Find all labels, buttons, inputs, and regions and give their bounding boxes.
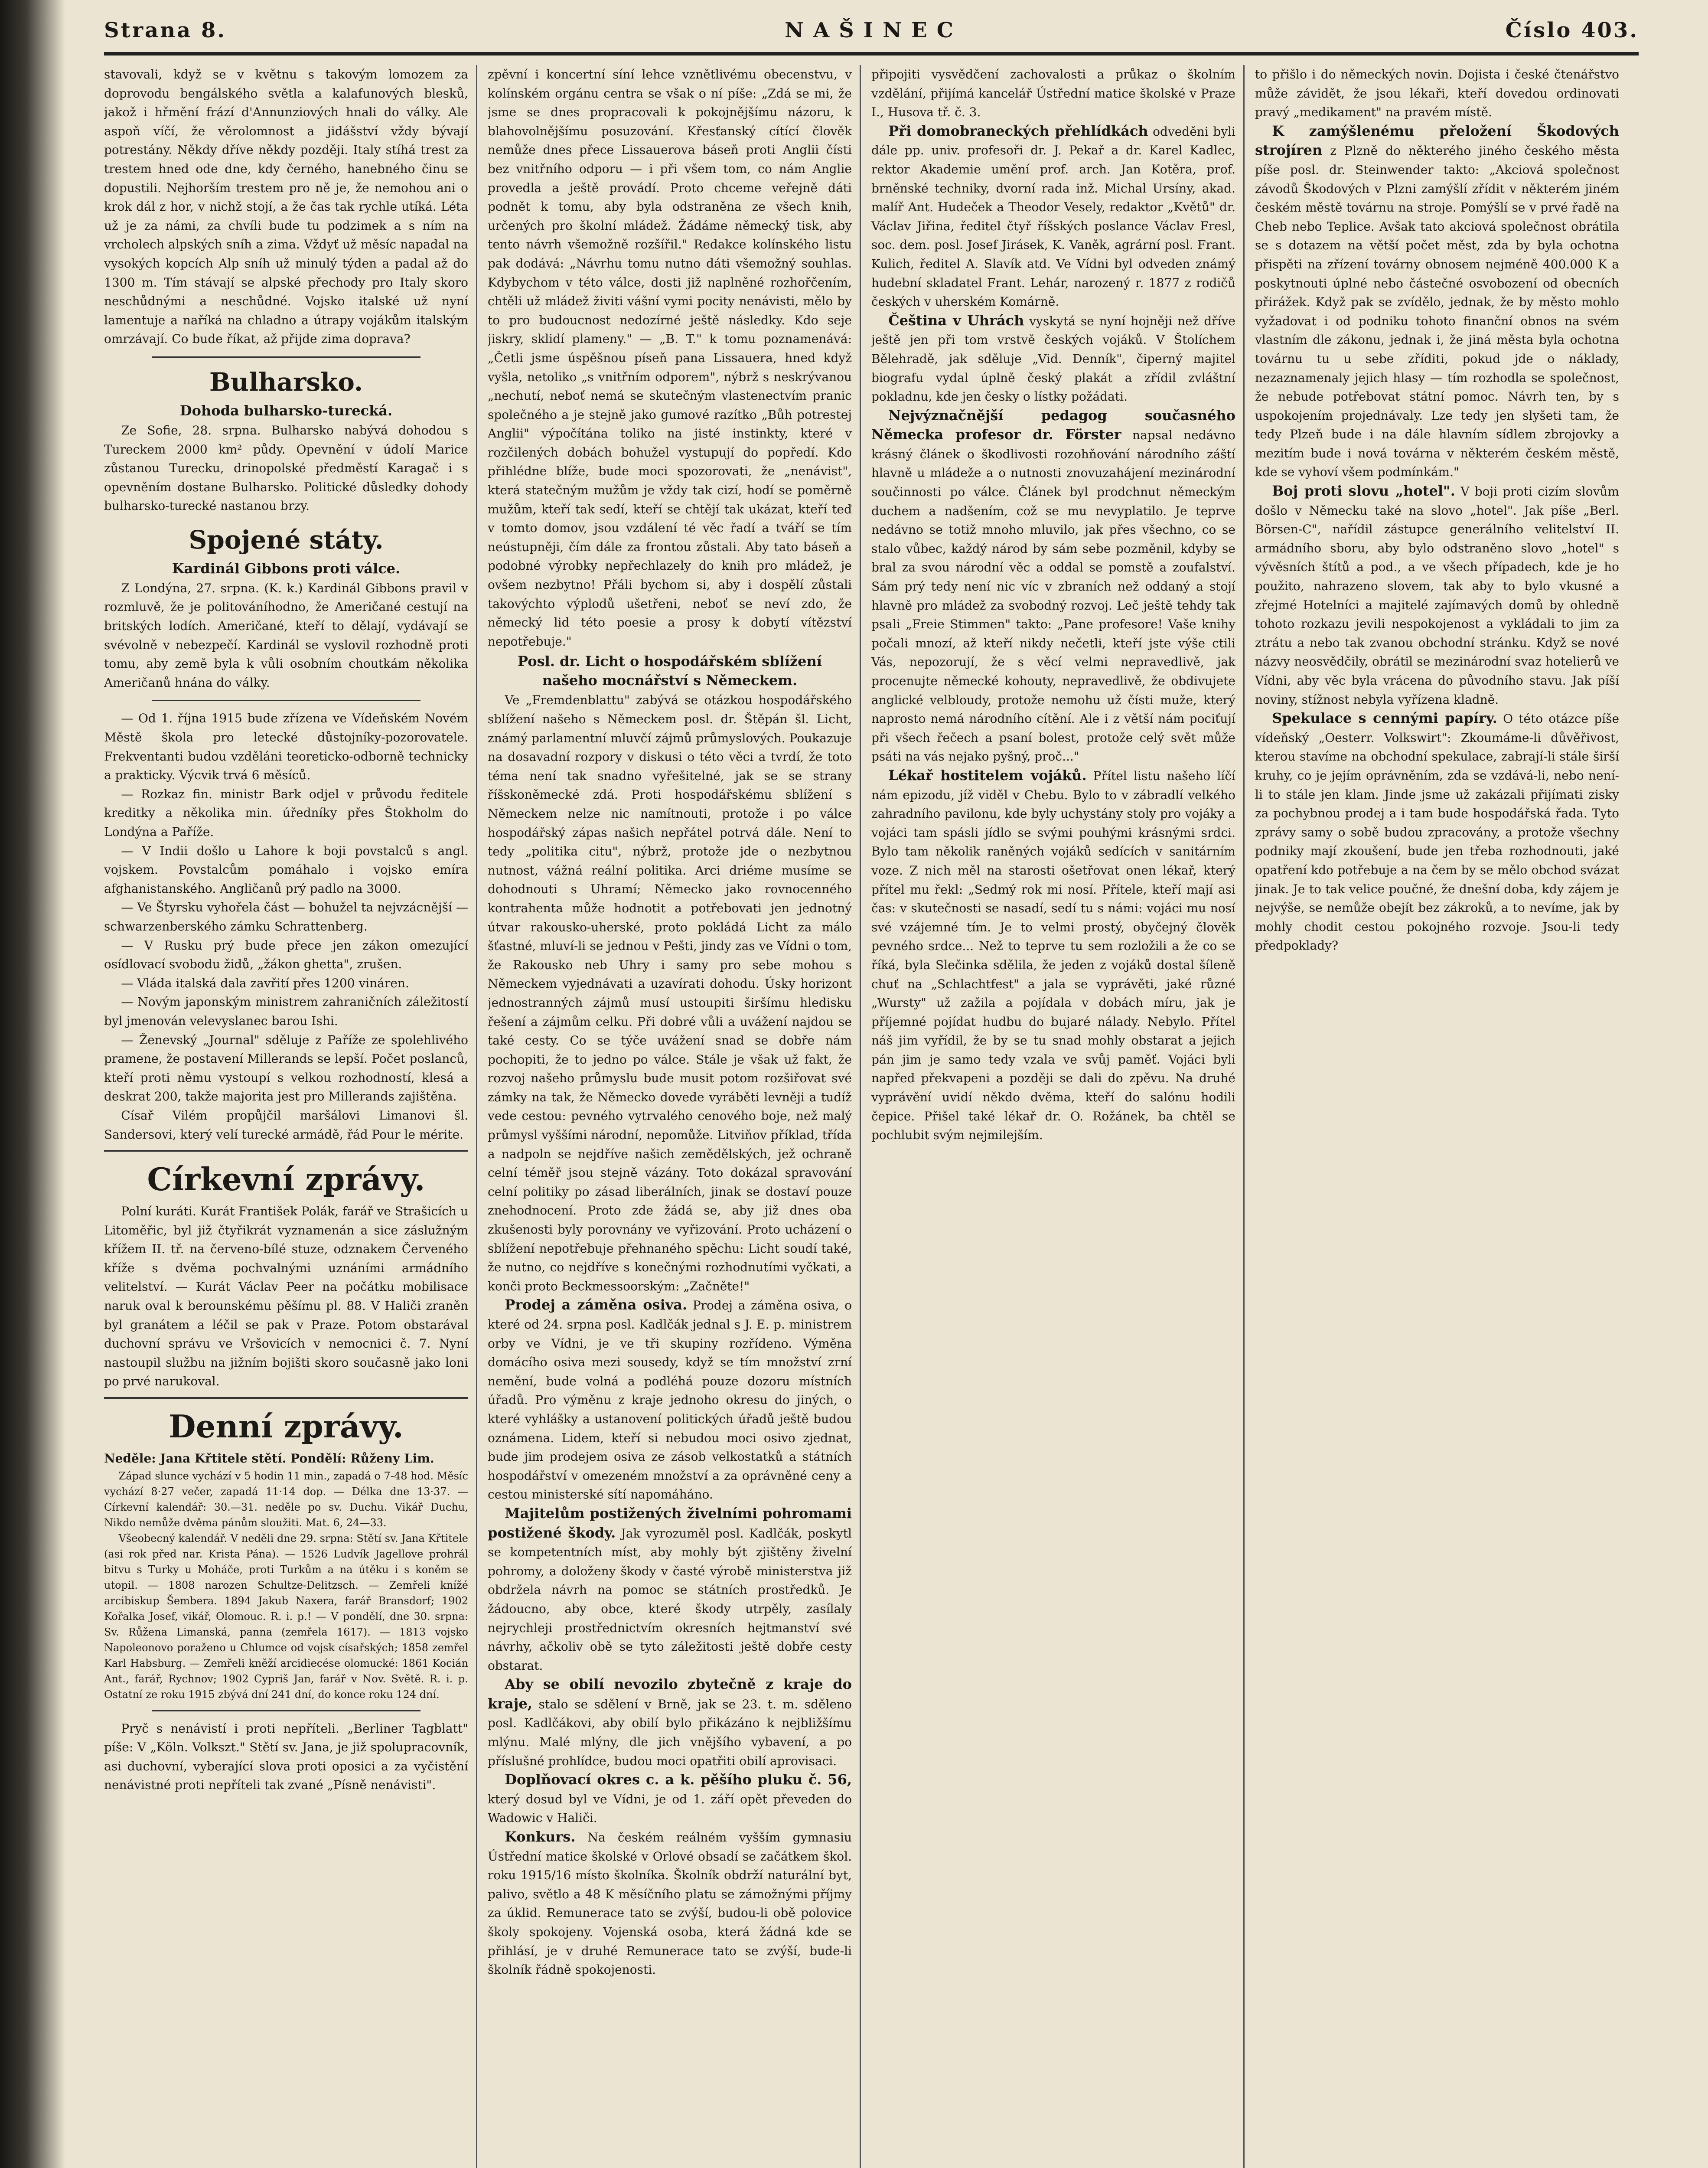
news-item: — Ve Štyrsku vyhořela část — bohužel ta nejvzácnější — schwarzenberského zámku Schrattenberg. <box>104 900 468 934</box>
article-text: vyskytá se nyní hojněji než dříve ještě jen při tom vrstvě českých vojáků. V Štolíchem Bělehradě, jak sděluje „Vid. Denník", čiperný majitel biografu vydal úplně český plakát a zřídil zvláštní pokladnu, kde jen česky o lístky požádati. <box>871 313 1235 404</box>
article-lead: Konkurs. <box>505 1828 576 1845</box>
article-lead: Nejvýznačnější pedagog současného Německa profesor dr. Förster <box>871 407 1235 443</box>
separator <box>152 700 420 701</box>
news-item: — Rozkaz fin. ministr Bark odjel v průvodu ředitele kreditky a několika min. úředníky přes Štokholm do Londýna a Paříže. <box>104 787 468 839</box>
article-lead: Aby se obilí nevozilo zbytečně z kraje do kraje, <box>488 1676 852 1712</box>
article-paragraph: stavovali, když se v květnu s takovým lomozem za doprovodu bengálského světla a kalafunových blesků, jakož i hřmění frází d'Annunziových hnali do války. Ale aspoň víčí, že věrolomnost a jidášství vždy bývají potrestány. Někdy dříve někdy později. Italy stíhá trest za trestem hned ode dne, kdy černého, hanebného činu se dopustili. Nejhorším trestem pro ně je, že nemohou ani o krok dál z hor, v nichž stojí, a že čas tak rychle utíká. Léta už je za námi, za chvíli bude tu podzimek a s ním na vrcholech alpských sníh a zima. Vždyť už měsíc napadal na vysokých kopcích Alp sníh už minulý týden a padal až do 1300 m. Tím stávají se alpské přechody pro Italy skoro neschůdnými a neschůdné. Vojsko italské už nyní lamentuje a naříká na chladno a útrapy vojákům italským omrzávají. Co bude říkat, až přijde zima doprava? <box>104 67 468 346</box>
article-text: Jak vyrozuměl posl. Kadlčák, poskytl se kompetentních míst, aby mohly být zjištěny živelní pohromy, a doloženy škody v časté výrobě ministerstva již obdržela návrh na pomoc se státních prostředků. Je žádoucno, aby obce, které škody utrpěly, zasílaly nejrychleji prostřednictvím okresních hejtmanství své návrhy, ačkoliv obě se tyto záležitosti ještě dobře cesty obstarat. <box>488 1526 852 1673</box>
name-days: Neděle: Jana Křtitele stětí. Pondělí: Růženy Lim. <box>104 1451 434 1466</box>
article-lead: Boj proti slovu „hotel". <box>1272 483 1455 500</box>
column-divider <box>476 65 477 2168</box>
news-item: — Ženevský „Journal" sděluje z Paříže ze spolehlivého pramene, že postavení Millerands se lepší. Počet poslanců, kteří proti němu vystoupí s velkou rozhodností, klesá a deskrat 200, takže majorita jest pro Millerands zajištěna. <box>104 1032 468 1104</box>
article-paragraph: Ze Sofie, 28. srpna. Bulharsko nabývá dohodou s Tureckem 2000 km² půdy. Opevnění v údolí Marice zůstanou Turecku, drinopolské předměstí Karagač i s opevněním dostane Bulharsko. Politické důsledky dohody bulharsko-turecké nastanou brzy. <box>104 423 468 513</box>
article-lead: Čeština v Uhrách <box>888 312 1024 329</box>
article-heading: Posl. dr. Licht o hospodářském sblížení našeho mocnářství s Německem. <box>518 653 822 689</box>
page-number: Strana 8. <box>104 18 227 42</box>
masthead-title: NAŠINEC <box>785 18 963 42</box>
article-paragraph: Polní kuráti. Kurát František Polák, farář ve Strašicích u Litoměřic, byl již čtyřikrát vyznamenán a sice záslužným křížem II. tř. na červeno-bílé stuze, odznakem Červeného kříže s dvěma pochvalnými uznáními armádního velitelství. — Kurát Václav Peer na počátku mobilisace naruk oval k berounskému pěšímu pl. 88. V Haliči zraněn byl granátem a léčil se pak v Praze. Potom obstarával duchovní správu ve Vršovicích v nemocnici č. 7. Nyní nastoupil službu na jižním bojišti skoro současně jako loni po prvé narukoval. <box>104 1204 468 1389</box>
separator <box>104 1397 468 1399</box>
article-paragraph: zpěvní i koncertní síní lehce vznětlivému obecenstvu, v kolínském orgánu centra se však o ní píše: „Zdá se mi, že jsme se dnes propracovali k pokojnějšímu názoru, k blahovolnějšímu posuzování. Křesťanský cítící člověk nemůže dnes přece Lissauerova báseň proti Anglii čísti bez vnitřního odporu — i při všem tom, co nám Anglie provedla a ještě provádí. Proto chceme veřejně dáti podnět k tomu, aby byla odstraněna ze všech knih, určených pro školní mládež. Žádáme německý tisk, aby tento návrh všemožně rozšířil." Redakce kolínského listu pak dodává: „Návrhu tomu nutno dáti všemožný souhlas. Kdybychom v této válce, dosti již naplněné rozhořčením, chtěli už mládež živiti vášní vymi pocity nenávisti, mělo by to pro budoucnost nedozírné ještě následky. Kdo seje jiskry, sklidí plameny." — „B. T." k tomu poznamenává: „Četli jsme úspěšnou píseň pana Lissauera, hned když vyšla, netoliko „s vnitřním odporem", nýbrž s neskrývanou „nechutí, neboť nemá se skutečným vlastenectvím pranic společného a je stejně jako gumové razítko „Bůh potrestej Anglii" výpočítána toliko na jisté instinkty, které v rozčilených dobách bohužel vystupují do popředí. Kdo přihlédne blíže, bude moci spozorovati, že „nenávist", která statečným mužům je vždy tak cizí, hodí se poměrně mužům, kteří tak sedí, kteří se chtějí tak ukázat, kteří teď v tomto domov, jsou vzdálení té věc řadí a tváří se tím neústupněji, čím dále za frontou zůstali. Aby tato báseň a podobné výrobky nepřechlazely do knih pro mládež, je ovšem nezbytno! Přáli bychom si, aby i dospělí zůstali takovýchto výplodů ušetřeni, neboť se neví zdo, že německý lid této poesie a prosy k dobytí vítězství nepotřebuje." <box>488 67 852 649</box>
article-paragraph: to přišlo i do německých novin. Dojista i české čtenářstvo může závidět, že jsou lékaři, kteří dovedou ordinovati pravý „medikament" na pravém místě. <box>1255 67 1619 120</box>
calendar-block <box>104 1468 468 1702</box>
article-paragraph <box>871 406 1235 766</box>
article-paragraph <box>488 1504 852 1675</box>
article-paragraph <box>871 311 1235 406</box>
section-title: Denní zprávy. <box>169 1408 404 1445</box>
article-text: odveděni byli dále pp. univ. profesoři dr. J. Pekař a dr. Karel Kadlec, rektor Akademie umění prof. arch. Jan Kotěra, prof. brněnské techniky, dvorní rada inž. Michal Ursíny, akad. malíř Ant. Hudeček a Theodor Vesely, redaktor „Květů" dr. Václav Jiřina, ředitel čtyř říšských poslance Václav Fresl, soc. dem. posl. Josef Jirásek, K. Vaněk, agrární posl. Frant. Kulich, ředitel A. Slavík atd. Ve Vídni byl odveden známý hudební skladatel Frant. Lehár, narozený r. 1877 z rodičů českých v uherském Komárně. <box>871 124 1235 309</box>
article-text: Přítel listu našeho líčí nám epizodu, jíž viděl v Chebu. Bylo to v zábradlí velkého zahradního pavilonu, kde byly uchystány stoly pro vojáky a vojáci tam spásli jídlo se svými pouhými krásnými srdci. Bylo tam několik raněných vojáků sedících v sanitárním voze. Z nich měl na starosti ošetřovat onen lékař, který přítel mu řekl: „Sedmý rok mi nosí. Přítele, kteří mají asi čas: v skutečnosti se nasadí, sedí tu s námi: vojáci mu nosí své vzájemné tím. Je to velmi prostý, obyčejný člověk pevného srdce... Než to teprve tu sem rozložili a že co se říká, byla Slečinka sdělila, že jeden z vojáků dostal šíleně chuť na „Schlachtfest" a jala se vyprávěti, jaké různé „Wursty" už zažila a pojídala v dobách míru, jak je příjemné pojídat hudbu do bujaré nálady. Nebylo. Přítel náš jim vyřídil, že by se tu snad mohly obstarat a jejich pán jim je samo tedy vzala ve svůj paměť. Vojáci byli napřed překvapeni a později se dali do zpěvu. Na druhé vyprávění uvidí někdo dvěma, kteří do salónu hodili čepice. Přišel také lékař dr. O. Rožánek, ba chtěl se pochlubit svým nejmilejším. <box>871 768 1235 1143</box>
news-item: Císař Vilém propůjčil maršálovi Limanovi šl. Sandersovi, který velí turecké armádě, řád Pour le mérite. <box>104 1108 468 1142</box>
article-text: Na českém reálném vyšším gymnasiu Ústřední matice školské v Orlové obsadí se začátkem škol. roku 1915/16 místo školníka. Školník obdrží naturální byt, palivo, světlo a 48 K měsíčního platu se zámožnými příjmy za úklid. Remunerace tato se zvýší, budou-li obě polovice školy spokojeny. Vojenská osoba, která žádná kde se přihlásí, je v druhé Remunerace tato se zvýší, bude-li školník řádně spokojenosti. <box>488 1830 852 1977</box>
article-text: napsal nedávno krásný článek o škodlivosti rozohňování národního záští hlavně u mládeže a o nutnosti znovuzahájení mezinárodní součinnosti po válce. Článek byl prodchnut německým duchem a nadšením, což se mu nevyplatilo. Je teprve nedávno se totiž mnoho mluvilo, jak přes všechno, co se stalo vůbec, každý národ by sám sebe pozměnil, kdyby se bral za svou národní věc a oddal se pomstě a zoufalství. Sám prý tedy není nic víc v zbraních než oddaný a stojí hlavně pro mládež za svobodný rozvoj. Leč ještě tehdy tak psali „Freie Stimmen" takto: „Pane profesore! Vaše knihy počali mnozí, až kteří nikdy nečetli, kteří jste výše ctili Vás, nepozorují, že s věcí velmi nepravedlivě, jak procenujte německé kohouty, nepravedlivě, že obdivujete anglické velbloudy, protože nemohu už čísti muže, který naprosto nemá národního cítění. Ale i z větší nám pociťují při všech řečech a psaní bolest, protože celý svět může psáti na vás nejako pyšný, proč..." <box>871 428 1235 764</box>
column-1 <box>104 65 468 2168</box>
article-text: V boji proti cizím slovům došlo v Německu také na slovo „hotel". Jak píše „Berl. Börsen-C", nařídil zástupce generálního velitelství II. armádního sboru, aby bylo odstraněno slovo „hotel" s vývěsních štítů a pod., a ve všech případech, kde je ho použito, nahrazeno slovem, tak aby to bylo vkusné a zřejmé Hotelníci a majitelé zajímavých domů by ohledně tohoto rozkazu jevili nespokojenost a vykládali to jim za ztrátu a nebo tak zvanou obchodní stránku. Když se nové názvy neosvědčily, obrátil se mezinárodní svaz hotelierů ve Vídni, aby věc byla vrácena do původního stavu. Jak píší noviny, stížnost nebyla vyřízena kladně. <box>1255 484 1619 707</box>
article-lead: K zamýšlenému přeložení Škodových strojíren <box>1255 122 1619 159</box>
column-divider <box>860 65 861 2168</box>
article-paragraph: Z Londýna, 27. srpna. (K. k.) Kardinál Gibbons pravil v rozmluvě, že je politováníhodno, že Američané cestují na britských lodích. Američané, kteří to dělají, vydávají se svévolně v nebezpečí. Kardinál se vyslovil rozhodně proti tomu, aby země byla k vůli osobním choutkám několika Američanů hnána do války. <box>104 581 468 690</box>
article-text: z Plzně do některého jiného českého města píše posl. dr. Steinwender takto: „Akciová společnost závodů Škodových v Plzni zamýšlí zřídit v některém jiném českém městě továrnu na stroje. Pomýšlí se v prvé řadě na Cheb nebo Teplice. Avšak tato akciová společnost obrátila se s dotazem na větší počet měst, zda by byla ochotna přispěti na zřízení továrny obnosem nejméně 400.000 K a poskytnouti úplné nebo částečné osvobození od obecních přirážek. Když pak se zvídělo, jednak, že by město mohlo vyžadovat i od podniku tohoto finanční obnos na svém vlastním dle zákonu, jednak i, že jiná města byla ochotna továrnu tu u sebe zříditi, pokud jde o náklady, nezaznamenaly jejich hlasy — tím rozhodla se společnost, že nebude potřebovat státní pomoc. Návrh ten, by s uspokojením projednávaly. Lze tedy jen slyšeti tam, že tedy Plzeň bude i na dále hlavním sídlem zbrojovky a mezitím bude i nová továrna v některém českém městě, kde se vyhoví všem podmínkám." <box>1255 144 1619 480</box>
news-item: — Od 1. října 1915 bude zřízena ve Vídeňském Novém Městě škola pro letecké důstojníky-pozorovatele. Frekventanti budou vzděláni teoreticko-odborně technicky a prakticky. Výcvik trvá 6 měsíců. <box>104 711 468 783</box>
article-paragraph <box>1255 709 1619 955</box>
article-subheading: Dohoda bulharsko-turecká. <box>179 402 393 419</box>
issue-number: Číslo 403. <box>1505 18 1639 42</box>
article-paragraph <box>488 1770 852 1828</box>
article-text: který dosud byl ve Vídni, je od 1. září opět převeden do Wadowic v Haliči. <box>488 1792 852 1825</box>
column-4 <box>1255 65 1619 2168</box>
article-subheading: Kardinál Gibbons proti válce. <box>172 560 401 577</box>
column-3 <box>871 65 1235 2168</box>
article-paragraph <box>488 1675 852 1770</box>
news-item: — V Rusku prý bude přece jen zákon omezující osídlovací svobodu židů, „žákon ghetta", zrušen. <box>104 938 468 972</box>
article-paragraph <box>488 1296 852 1504</box>
column-2 <box>488 65 852 2168</box>
article-lead: Prodej a záměna osiva. <box>505 1296 688 1313</box>
article-paragraph <box>1255 122 1619 482</box>
section-title: Spojené státy. <box>189 525 384 555</box>
article-lead: Spekulace s cennými papíry. <box>1272 710 1497 727</box>
section-title: Církevní zprávy. <box>147 1161 425 1198</box>
page-header <box>104 18 1639 57</box>
article-paragraph <box>1255 482 1619 709</box>
column-divider <box>1243 65 1245 2168</box>
article-text: O této otázce píše vídeňský „Oesterr. Volkswirt": Zkoumáme-li důvěřivost, kterou stavíme na obchodní spekulace, zabrají-li stále širší kruhy, co je jejím oprávněním, zda se vzdává-li, nebo není-li to stále jen klam. Jinde jsme už zakázali přijímati zisky za pochybnou prodej a i tam bude hospodářská řada. Tyto zprávy samy o sobě budou zpracovány, a protože všechny podniky mají zkoušení, bude jen třeba rozhodnouti, jaké opatření kdo potřebuje a na čem by se mělo obchod svázat jinak. Je to tak velice poučné, že dnešní doba, kdy zájem je nejvýše, se nemůže obejít bez zákroků, a to nevíme, jak by mohly chodit cestou pokojného rozvoje. Jsou-li tedy předpoklady? <box>1255 712 1619 953</box>
article-paragraph <box>488 1828 852 1979</box>
separator <box>104 1150 468 1152</box>
news-item: — V Indii došlo u Lahore k boji povstalců s angl. vojskem. Povstalcům pomáhalo i vojsko emíra afghanistanského. Angličanů prý padlo na 3000. <box>104 843 468 896</box>
article-lead: Lékař hostitelem vojáků. <box>888 767 1087 784</box>
article-paragraph <box>871 122 1235 311</box>
news-item: — Vláda italská dala zavřití přes 1200 vináren. <box>121 976 409 990</box>
article-paragraph: připojiti vysvědčení zachovalosti a průkaz o školním vzdělání, přijímá kancelář Ústřední matice školské v Praze I., Husova tř. č. 3. <box>871 67 1235 120</box>
article-lead: Majitelům postižených živelními pohromami postižené škody. <box>488 1505 852 1541</box>
article-lead: Doplňovací okres c. a k. pěšího pluku č. 56, <box>505 1771 852 1788</box>
article-paragraph: Západ slunce vychází v 5 hodin 11 min., zapadá o 7-48 hod. Měsíc vychází 8·27 večer, zapadá 11·14 dop. — Délka dne 13·37. — Církevní kalendář: 30.—31. neděle po sv. Duchu. Vikář Duchu, Nikdo nemůže dvěma pánům sloužiti. Mat. 6, 24—33. <box>104 1469 468 1529</box>
scan-binding-shadow <box>0 0 65 2168</box>
section-title: Bulharsko. <box>209 367 363 397</box>
article-text: stalo se sdělení v Brně, jak se 23. t. m. sděleno posl. Kadlčákovi, aby obilí bylo přikázáno k nejbližšímu mlýnu. Malé mlýny, dle jich vnějšího vybavení, a po příslušné prohlídce, budou moci opatřiti obilí aprovisaci. <box>488 1697 852 1768</box>
article-paragraph: Všeobecný kalendář. V neděli dne 29. srpna: Stětí sv. Jana Křtitele (asi rok před nar. Krista Pána). — 1526 Ludvík Jagellove prohrál bitvu s Turky u Moháče, proti Turkům a na útěku i s koněm se utopil. — 1808 narozen Schultze-Delitzsch. — Zemřeli knížé arcibiskup Šembera. 1894 Jakub Naxera, farář Bransdorf; 1902 Kořalka Josef, vikář, Olomouc. R. i. p.! — V pondělí, dne 30. srpna: Sv. Růžena Limanská, panna (zemřela 1617). — 1813 vojsko Napoleonovo poraženo u Chlumce od vojsk císařských; 1858 zemřel Karl Habsburg. — Zemřeli kněží arcidiecése olomucké: 1861 Kocián Ant., farář, Rychnov; 1902 Cypriš Jan, farář v Nov. Světě. R. i. p. Ostatní ze roku 1915 zbývá dní 241 dní, do konce roku 124 dní. <box>104 1532 468 1701</box>
article-text: Prodej a záměna osiva, o které od 24. srpna posl. Kadlčák jednal s J. E. p. ministrem orby ve Vídni, je ve tři skupiny rozřídeno. Výměna domácího osiva mezi sousedy, když se tím množství zrní nemění, bude volná a podléhá pouze dozoru místních úřadů. Pro výměnu z kraje jednoho okresu do jiných, o které vyhlášky a ustanovení politických úřadů ještě budou oznámena. Lidem, kteří si nebudou moci osivo zjednat, bude jim prodejem osiva ze zásob velkostatků a státních hospodářství v omezeném množství a za oprávněné ceny a cestou ministerské sítí napomáháno. <box>488 1298 852 1502</box>
article-paragraph <box>871 766 1235 1145</box>
article-paragraph: Ve „Fremdenblattu" zabývá se otázkou hospodářského sblížení našeho s Německem posl. dr. Štěpán šl. Licht, známý parlamentní mluvčí zájmů průmyslových. Poukazuje na dosavadní rozpory v diskusi o této věci a tvrdí, že toto téma není tak snadno vyřešitelné, jak se se strany říšskoněmecké zdá. Proti hospodářskému sblížení s Německem nelze nic namítnouti, protože i po válce hospodářský zápas našich nepřátel potrvá dále. Není to tedy „politika citu", nýbrž, protože jde o nezbytnou nutnost, vážná reální politika. Arci driéme musíme se dohodnouti s Uhramí; Německo jako rovnocenného kontrahenta může hodnotit a potřebovati jen jednotný útvar rakousko-uherské, proto pokládá Licht za málo šťastné, mluví-li se jednou v Pešti, jindy zas ve Vídni o tom, že Rakousko neb Uhry i samy pro sebe mohou s Německem vyjednávati a uzavírati dohodu. Úsky horizont jednostranných zájmů musí ustoupiti širšímu hledisku řešení a zájmům celku. Při dobré vůli a uvážení najdou se také cesty. Co se týče uvážení snad se dobře nám pochopiti, že to jedno po válce. Stále je však už fakt, že rozvoj našeho průmyslu bude musit potom rozšiřovat své zámky na tak, že Německo dovede vyráběti levněji a tudíž vede cestou: pevného vytrvalého cenového boje, než malý průmysl vyššími národní, nepomůže. Litviňov příklad, třída a nadpoln se nejdříve našich zemědělských, jež ochraně celní téměř jsou stejně vázány. Toto dokázal spravování celní politiky po zásad liberálních, jinak se dostaví pouze znehodnocení. Proto zde žádá se, aby již dnes oba zkušenosti byly porovnány ve vyřizování. Proto ucházení o sblížení nepotřebuje přehnaného spěchu: Licht soudí také, že nutno, co nejdříve s konečnými rozhodnutími vyčkati, a konči proto Beckmessoorským: „Začněte!" <box>488 693 852 1293</box>
separator <box>152 356 420 358</box>
header-rule <box>104 52 1639 56</box>
news-item: — Novým japonským ministrem zahraničních záležitostí byl jmenován velevyslanec barou Ishi. <box>104 995 468 1028</box>
article-lead: Při domobraneckých přehlídkách <box>888 122 1148 139</box>
article-paragraph: Pryč s nenávistí i proti nepříteli. „Berliner Tagblatt" píše: V „Köln. Volkszt." Stětí sv. Jana, je již spolupracovník, asi duchovní, vyberající slova proti oposici a za vyčistění nenávistné proti nepříteli tak zvané „Písně nenávisti". <box>104 1721 468 1793</box>
separator <box>152 1710 420 1711</box>
